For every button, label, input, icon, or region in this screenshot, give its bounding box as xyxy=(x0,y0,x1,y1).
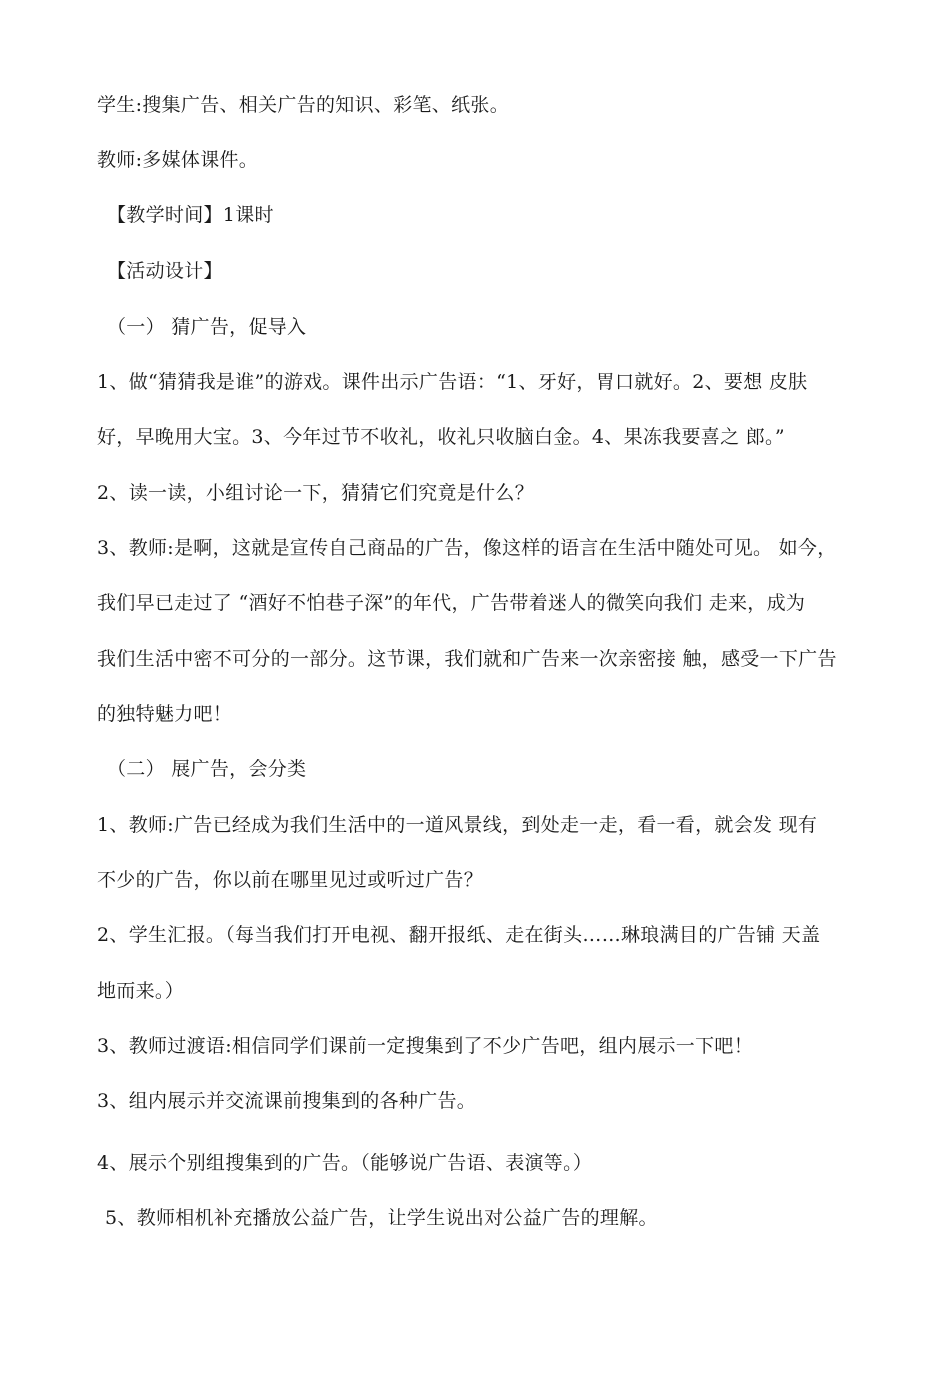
paragraph-line: 3、教师:是啊，这就是宣传自己商品的广告，像这样的语言在生活中随处可见。 如今， xyxy=(97,537,837,559)
paragraph-line: 好，早晚用大宝。3、今年过节不收礼，收礼只收脑白金。4、果冻我要喜之 郎。” xyxy=(97,426,785,448)
paragraph-line: 2、学生汇报。（每当我们打开电视、翻开报纸、走在街头……琳琅满目的广告铺 天盖 xyxy=(97,924,821,946)
paragraph-line: 3、组内展示并交流课前搜集到的各种广告。 xyxy=(97,1090,477,1112)
paragraph-line: 4、展示个别组搜集到的广告。（能够说广告语、表演等。） xyxy=(97,1152,593,1174)
paragraph-line: 1、做“猜猜我是谁”的游戏。课件出示广告语：“1、牙好，胃口就好。2、要想 皮肤 xyxy=(97,371,808,393)
paragraph-line: 地而来。） xyxy=(97,980,185,1002)
paragraph-line: 3、教师过渡语:相信同学们课前一定搜集到了不少广告吧，组内展示一下吧！ xyxy=(97,1035,753,1057)
teaching-time: 【教学时间】1课时 xyxy=(107,204,274,226)
paragraph-line: 我们早已走过了 “酒好不怕巷子深”的年代，广告带着迷人的微笑向我们 走来，成为 xyxy=(97,592,806,614)
paragraph-line: 1、教师:广告已经成为我们生活中的一道风景线，到处走一走，看一看，就会发 现有 xyxy=(97,814,818,836)
paragraph-line: 我们生活中密不可分的一部分。这节课，我们就和广告来一次亲密接 触，感受一下广告 xyxy=(97,648,837,670)
section-one-heading: （一） 猜广告，促导入 xyxy=(107,316,307,338)
materials-students: 学生:搜集广告、相关广告的知识、彩笔、纸张。 xyxy=(97,94,510,116)
section-two-heading: （二） 展广告，会分类 xyxy=(107,758,307,780)
paragraph-line: 2、读一读，小组讨论一下，猜猜它们究竟是什么？ xyxy=(97,482,534,504)
paragraph-line: 的独特魅力吧！ xyxy=(97,703,233,725)
paragraph-line: 不少的广告，你以前在哪里见过或听过广告？ xyxy=(97,869,484,891)
paragraph-line: 5、教师相机补充播放公益广告，让学生说出对公益广告的理解。 xyxy=(105,1207,658,1229)
materials-teacher: 教师:多媒体课件。 xyxy=(97,149,259,171)
activity-design-heading: 【活动设计】 xyxy=(107,260,223,282)
